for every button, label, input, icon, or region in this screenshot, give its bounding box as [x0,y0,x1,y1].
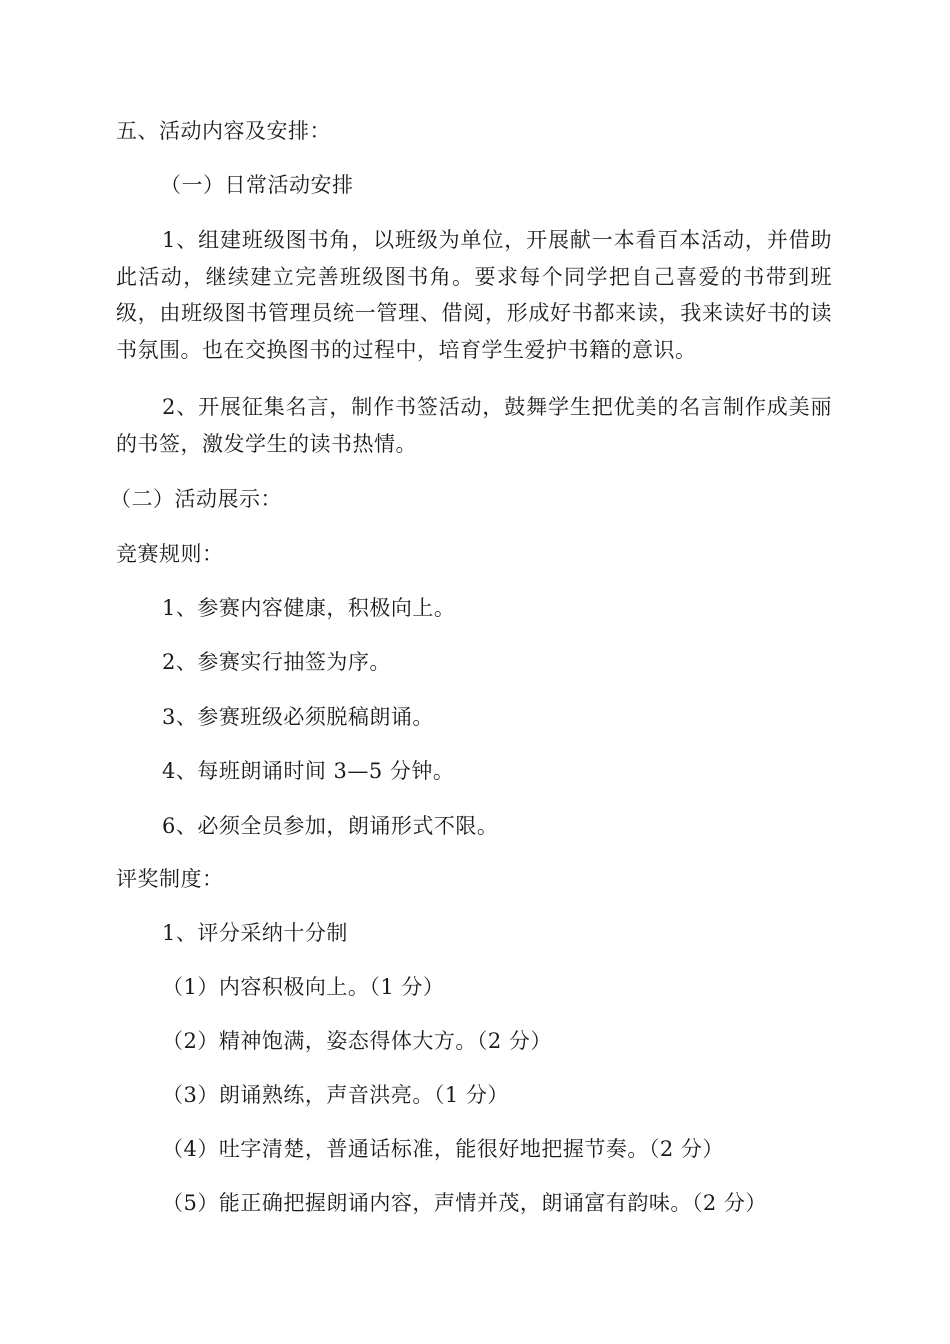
rule-item-4: 4、每班朗诵时间 3—5 分钟。 [162,759,455,783]
daily-item-2: 2、开展征集名言，制作书签活动，鼓舞学生把优美的名言制作成美丽的书签，激发学生的读书热情。 [116,395,832,456]
score-item-3: （3）朗诵熟练，声音洪亮。（1 分） [162,1083,509,1107]
rule-item-1: 1、参赛内容健康，积极向上。 [162,596,456,620]
award-title: 评奖制度： [116,867,224,891]
score-item-5: （5）能正确把握朗诵内容，声情并茂，朗诵富有韵味。（2 分） [162,1191,767,1215]
daily-item-1: 1、组建班级图书角，以班级为单位，开展献一本看百本活动，并借助此活动，继续建立完善班级图书角。要求每个同学把自己喜爱的书带到班级，由班级图书管理员统一管理、借阅，形成好书都来读，我来读好书的读书氛围。也在交换图书的过程中，培育学生爱护书籍的意识。 [116,228,832,362]
section-title: 五、活动内容及安排： [116,119,331,143]
award-item: 1、评分采纳十分制 [162,921,348,945]
rule-item-3: 3、参赛班级必须脱稿朗诵。 [162,705,434,729]
score-item-1: （1）内容积极向上。（1 分） [162,975,445,999]
rule-item-2: 2、参赛实行抽签为序。 [162,650,391,674]
score-item-4: （4）吐字清楚，普通话标准，能很好地把握节奏。（2 分） [162,1137,724,1161]
subsection-daily: （一）日常活动安排 [160,173,354,197]
rules-title: 竞赛规则： [116,542,224,566]
subsection-show: （二）活动展示： [110,487,282,511]
rule-item-5: 6、必须全员参加，朗诵形式不限。 [162,814,499,838]
score-item-2: （2）精神饱满，姿态得体大方。（2 分） [162,1029,552,1053]
